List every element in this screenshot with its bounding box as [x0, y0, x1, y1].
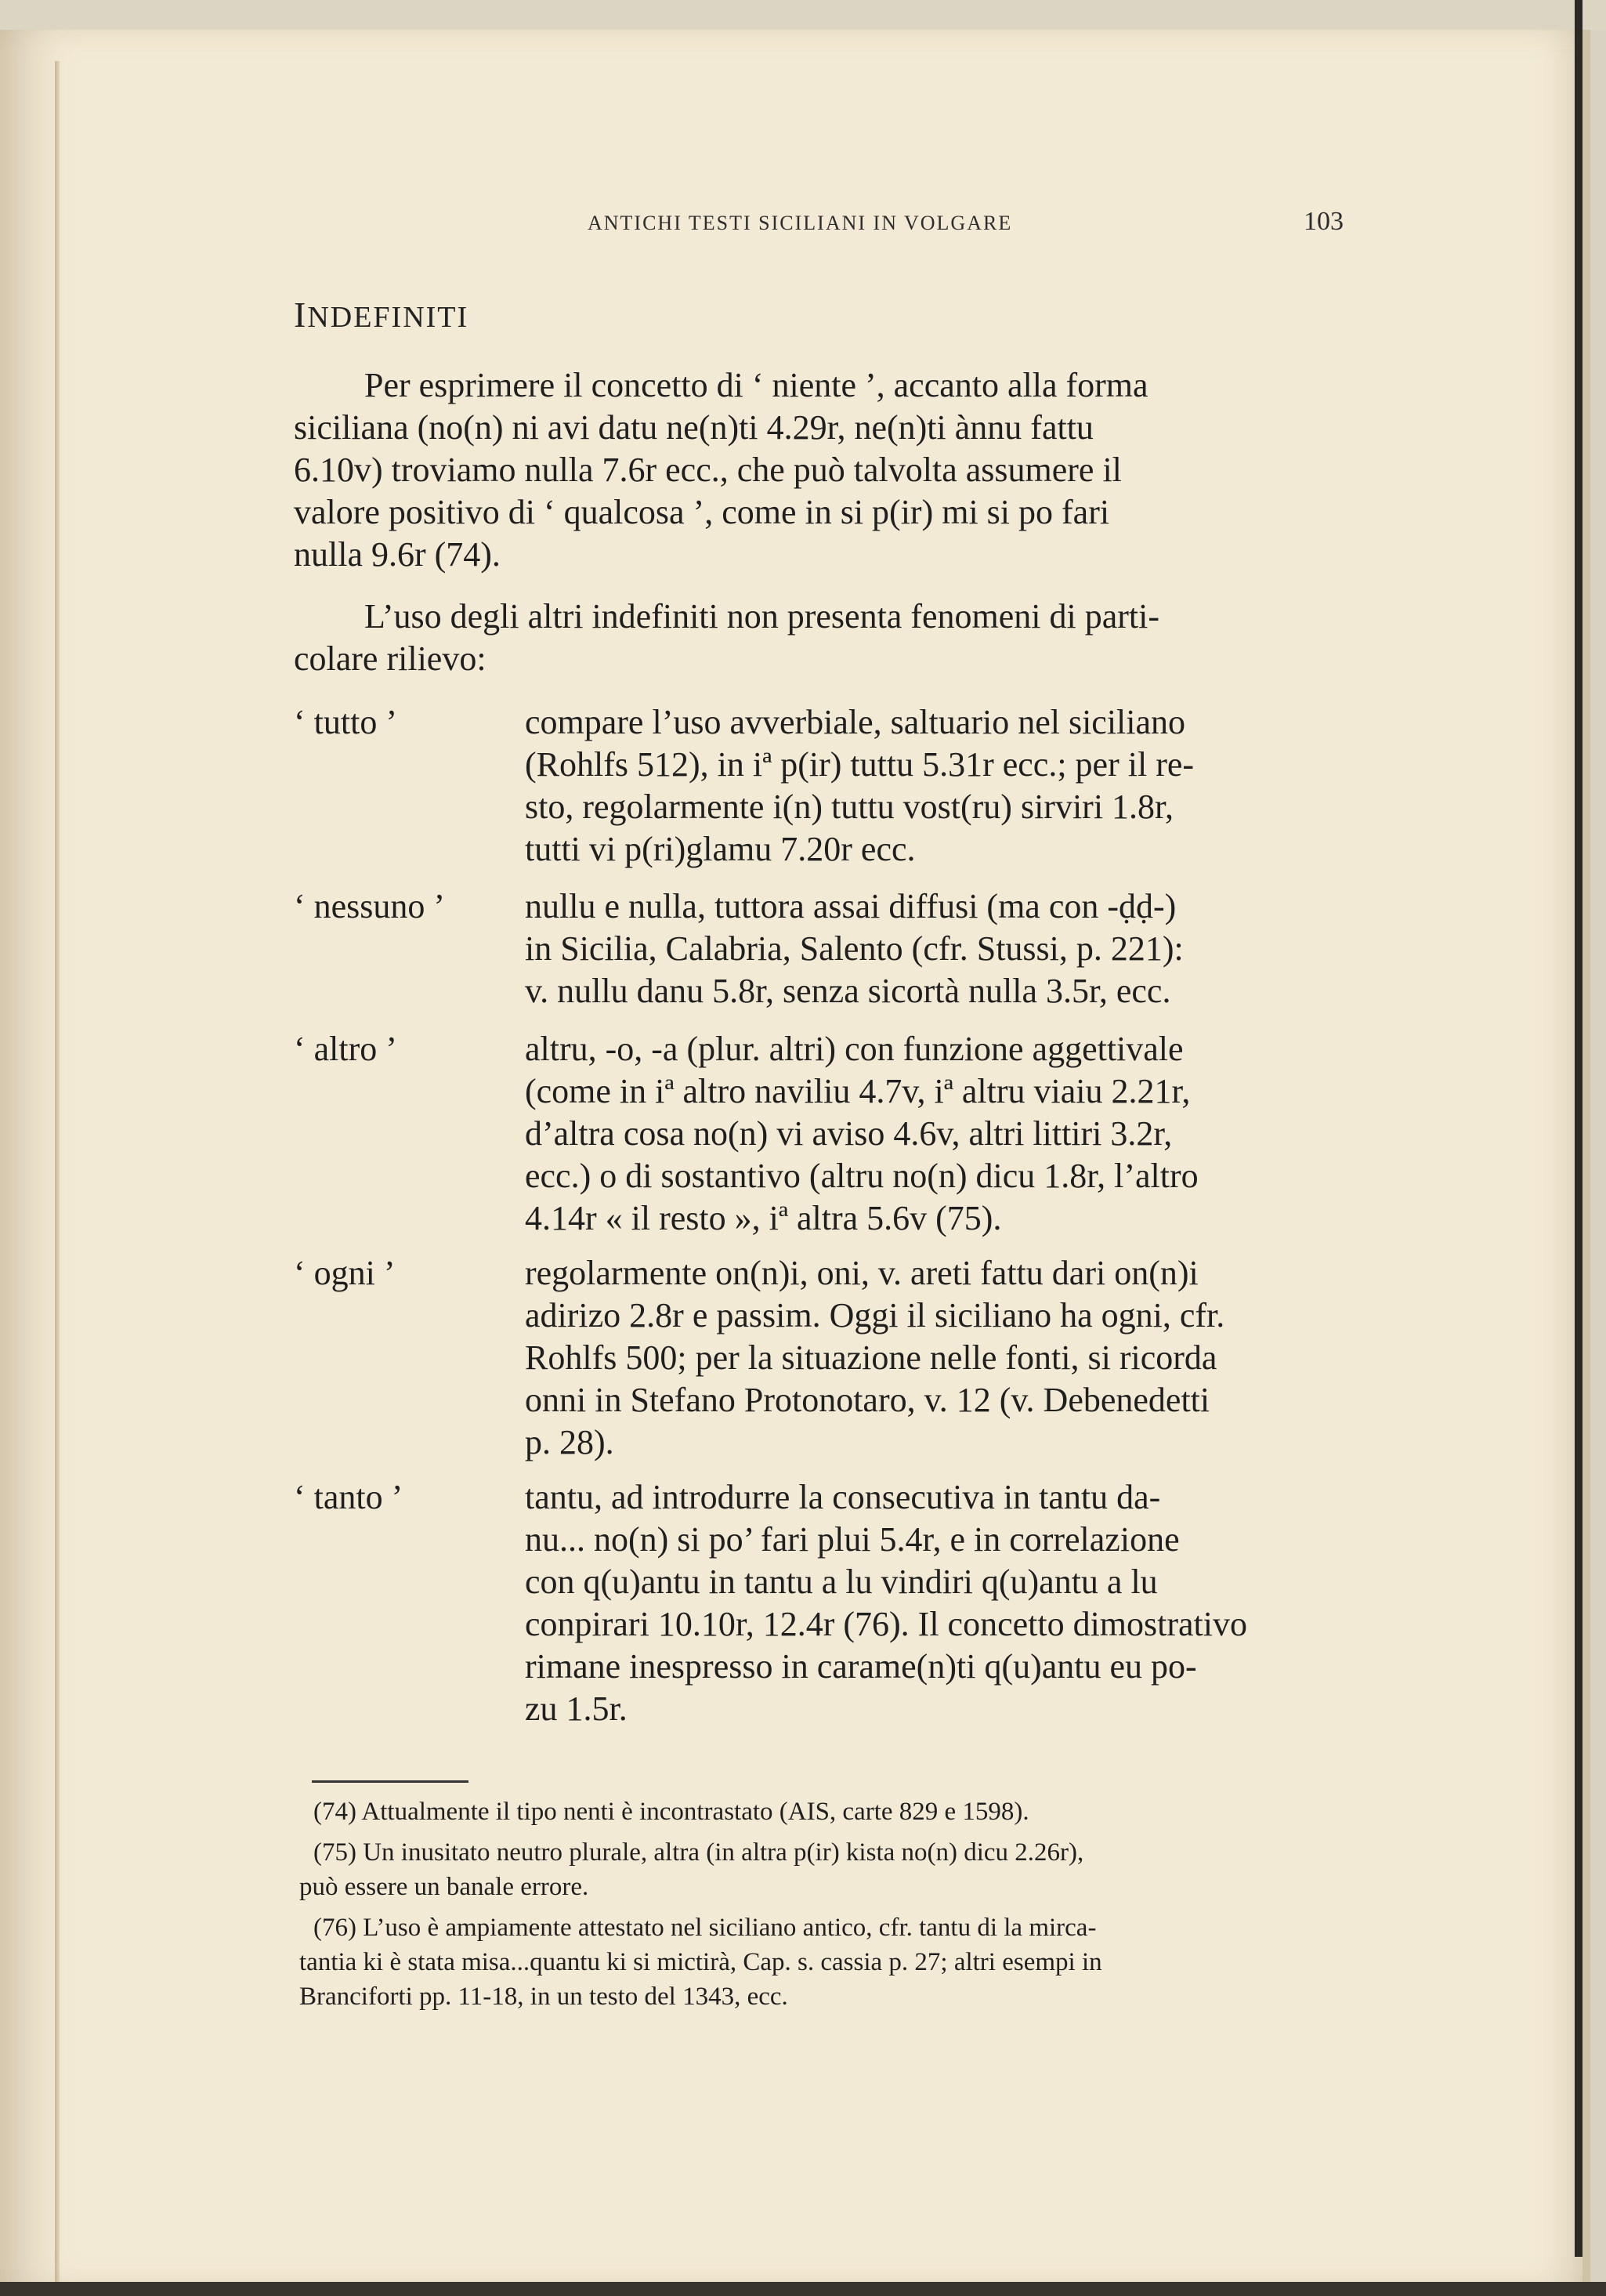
text-line: zu 1.5r.	[525, 1689, 628, 1728]
text-line: compare l’uso avverbiale, saltuario nel siciliano	[525, 703, 1186, 741]
text-line: onni in Stefano Protonotaro, v. 12 (v. Debenedetti	[525, 1381, 1210, 1419]
text-line: tutti vi p(ri)glamu 7.20r ecc.	[525, 830, 916, 868]
text-line: nullu e nulla, tuttora assai diffusi (ma con -ḍḍ-)	[525, 887, 1177, 925]
text-line: d’altra cosa no(n) vi aviso 4.6v, altri littiri 3.2r,	[525, 1114, 1173, 1153]
text-line: tantu, ad introdurre la consecutiva in tantu da-	[525, 1478, 1161, 1516]
text-line: altru, -o, -a (plur. altri) con funzione aggettivale	[525, 1030, 1184, 1068]
paragraph-niente	[294, 364, 1344, 576]
text-line: (Rohlfs 512), in iª p(ir) tuttu 5.31r ecc.; per il re-	[525, 745, 1195, 784]
text-line: valore positivo di ‘ qualcosa ’, come in si p(ir) mi si po fari	[294, 493, 1110, 531]
text-line: L’uso degli altri indefiniti non presenta fenomeni di parti-	[364, 597, 1160, 636]
footnote-line: (76) L’uso è ampiamente attestato nel siciliano antico, cfr. tantu di la mirca-	[313, 1914, 1097, 1942]
page-gutter	[55, 61, 60, 2287]
footnotes	[299, 1794, 1344, 2020]
text-line: 4.14r « il resto », iª altra 5.6v (75).	[525, 1199, 1002, 1237]
entry-term: ‘ ogni ’	[294, 1254, 396, 1292]
text-line: sto, regolarmente i(n) tuttu vost(ru) sirviri 1.8r,	[525, 788, 1174, 826]
section-title	[294, 294, 468, 335]
paragraph-altri-indefiniti	[294, 596, 1344, 680]
page-number: 103	[1304, 207, 1344, 236]
text-line: in Sicilia, Calabria, Salento (cfr. Stussi, p. 221):	[525, 929, 1184, 968]
footnote-line: tantia ki è stata misa...quantu ki si mictirà, Cap. s. cassia p. 27; altri esempi in	[299, 1948, 1102, 1976]
text-line: adirizo 2.8r e passim. Oggi il siciliano ha ogni, cfr.	[525, 1296, 1225, 1335]
entry-definition	[525, 1476, 1344, 1730]
text-line: nulla 9.6r (74).	[294, 535, 501, 574]
entry-term: ‘ tutto ’	[294, 703, 397, 741]
section-title-initial: I	[294, 295, 308, 335]
scan-right-margin	[1590, 30, 1606, 2287]
running-title: ANTICHI TESTI SICILIANI IN VOLGARE	[588, 212, 1013, 234]
entry-term: ‘ nessuno ’	[294, 887, 446, 925]
footnote-line: (75) Un inusitato neutro plurale, altra (in altra p(ir) kista no(n) dicu 2.26r),	[313, 1838, 1084, 1867]
footnote-76	[299, 1910, 1344, 2014]
footnote-74	[313, 1794, 1344, 1829]
entry-definition	[525, 885, 1344, 1012]
text-line: Per esprimere il concetto di ‘ niente ’, accanto alla forma	[364, 366, 1148, 404]
text-line: Rohlfs 500; per la situazione nelle fonti, si ricorda	[525, 1338, 1217, 1377]
text-line: (come in iª altro naviliu 4.7v, iª altru viaiu 2.21r,	[525, 1072, 1191, 1110]
entry-term: ‘ tanto ’	[294, 1478, 403, 1516]
entry-definition	[525, 1028, 1344, 1240]
text-line: con q(u)antu in tantu a lu vindiri q(u)antu a lu	[525, 1563, 1158, 1601]
text-line: rimane inespresso in carame(n)ti q(u)antu eu po-	[525, 1647, 1197, 1686]
scan-top-edge	[0, 0, 1606, 30]
text-line: colare rilievo:	[294, 639, 487, 678]
scan-bottom-edge	[0, 2282, 1606, 2296]
text-line: nu... no(n) si po’ fari plui 5.4r, e in correlazione	[525, 1520, 1180, 1559]
footnote-75	[299, 1835, 1344, 1904]
text-line: conpirari 10.10r, 12.4r (76). Il concetto dimostrativo	[525, 1605, 1248, 1643]
entry-definition	[525, 1252, 1344, 1464]
entry-definition	[525, 701, 1344, 871]
text-line: regolarmente on(n)i, oni, v. areti fattu dari on(n)i	[525, 1254, 1199, 1292]
footnote-line: Branciforti pp. 11-18, in un testo del 1343, ecc.	[299, 1983, 788, 2011]
text-line: p. 28).	[525, 1423, 614, 1461]
footnote-rule	[312, 1780, 468, 1783]
text-line: v. nullu danu 5.8r, senza sicortà nulla 3.5r, ecc.	[525, 972, 1171, 1010]
text-line: siciliana (no(n) ni avi datu ne(n)ti 4.29r, ne(n)ti ànnu fattu	[294, 408, 1094, 447]
text-line: ecc.) o di sostantivo (altru no(n) dicu 1.8r, l’altro	[525, 1157, 1199, 1195]
text-line: 6.10v) troviamo nulla 7.6r ecc., che può talvolta assumere il	[294, 451, 1122, 489]
footnote-line: può essere un banale errore.	[299, 1873, 589, 1901]
footnote-line: (74) Attualmente il tipo nenti è incontrastato (AIS, carte 829 e 1598).	[313, 1798, 1029, 1826]
section-title-rest: NDEFINITI	[307, 301, 469, 334]
entry-term: ‘ altro ’	[294, 1030, 397, 1068]
page-right-edge	[1575, 0, 1582, 2257]
